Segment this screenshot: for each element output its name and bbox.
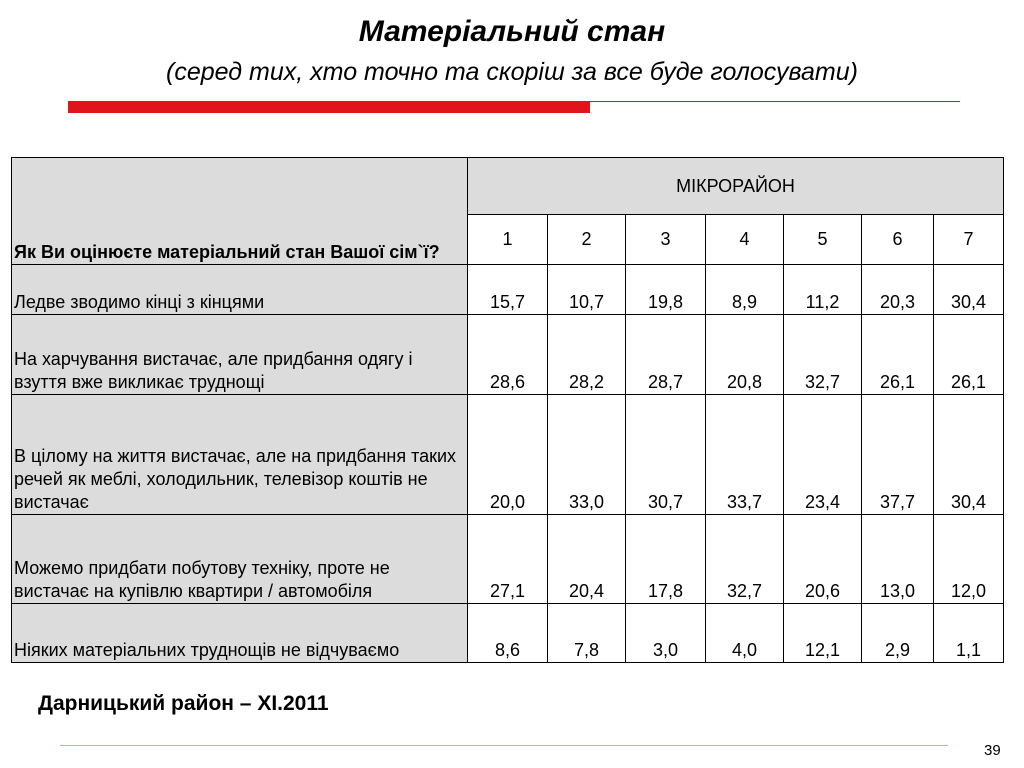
row-label: На харчування вистачає, але придбання одягу і взуття вже викликає труднощі xyxy=(12,315,468,395)
table-cell: 4,0 xyxy=(706,604,784,663)
footer-divider xyxy=(60,745,948,746)
table-cell: 1,1 xyxy=(934,604,1004,663)
table-cell: 20,8 xyxy=(706,315,784,395)
table-cell: 20,3 xyxy=(862,265,934,315)
page-number: 39 xyxy=(984,742,1001,759)
table-cell: 33,7 xyxy=(706,395,784,515)
row-label: Ледве зводимо кінці з кінцями xyxy=(12,265,468,315)
table-row xyxy=(12,265,1004,315)
table-row xyxy=(12,515,1004,604)
table-cell: 30,4 xyxy=(934,395,1004,515)
table-cell: 8,9 xyxy=(706,265,784,315)
slide-title: Матеріальний стан xyxy=(358,15,666,48)
column-header: 1 xyxy=(468,215,548,265)
table-cell: 20,4 xyxy=(548,515,626,604)
column-header: 3 xyxy=(626,215,706,265)
table-cell: 27,1 xyxy=(468,515,548,604)
table-cell: 3,0 xyxy=(626,604,706,663)
table-cell: 30,7 xyxy=(626,395,706,515)
table-cell: 11,2 xyxy=(784,265,862,315)
table-cell: 26,1 xyxy=(934,315,1004,395)
table-cell: 7,8 xyxy=(548,604,626,663)
column-header: 7 xyxy=(934,215,1004,265)
table-row xyxy=(12,315,1004,395)
table-cell: 30,4 xyxy=(934,265,1004,315)
table-cell: 20,6 xyxy=(784,515,862,604)
table-cell: 17,8 xyxy=(626,515,706,604)
table-cell: 26,1 xyxy=(862,315,934,395)
table-cell: 32,7 xyxy=(706,515,784,604)
table-cell: 10,7 xyxy=(548,265,626,315)
table-cell: 37,7 xyxy=(862,395,934,515)
table-cell: 8,6 xyxy=(468,604,548,663)
accent-line xyxy=(590,101,960,102)
column-header: 6 xyxy=(862,215,934,265)
table-cell: 13,0 xyxy=(862,515,934,604)
row-label: Можемо придбати побутову техніку, проте не вистачає на купівлю квартири / автомобіля xyxy=(12,515,468,604)
row-label: Ніяких матеріальних труднощів не відчуваємо xyxy=(12,604,468,663)
district-date-note: Дарницький район – ХІ.2011 xyxy=(38,692,329,715)
table-cell: 28,7 xyxy=(626,315,706,395)
question-header: Як Ви оцінюєте матеріальний стан Вашої сім`ї? xyxy=(12,158,468,265)
table-cell: 33,0 xyxy=(548,395,626,515)
table-cell: 12,1 xyxy=(784,604,862,663)
table-cell: 20,0 xyxy=(468,395,548,515)
table-cell: 28,6 xyxy=(468,315,548,395)
material-status-table xyxy=(11,157,1004,663)
row-label: В цілому на життя вистачає, але на придбання таких речей як меблі, холодильник, телевізор коштів не вистачає xyxy=(12,395,468,515)
table-cell: 23,4 xyxy=(784,395,862,515)
column-header: 5 xyxy=(784,215,862,265)
district-group-header: МІКРОРАЙОН xyxy=(468,158,1004,215)
table-cell: 2,9 xyxy=(862,604,934,663)
table-row xyxy=(12,604,1004,663)
slide-subtitle: (серед тих, хто точно та скоріш за все буде голосувати) xyxy=(166,58,858,86)
table-cell: 12,0 xyxy=(934,515,1004,604)
column-header: 4 xyxy=(706,215,784,265)
table-row xyxy=(12,395,1004,515)
table-cell: 19,8 xyxy=(626,265,706,315)
table-cell: 15,7 xyxy=(468,265,548,315)
table-cell: 28,2 xyxy=(548,315,626,395)
accent-bar xyxy=(68,101,590,113)
header-row-group xyxy=(12,158,1004,215)
table-cell: 32,7 xyxy=(784,315,862,395)
column-header: 2 xyxy=(548,215,626,265)
